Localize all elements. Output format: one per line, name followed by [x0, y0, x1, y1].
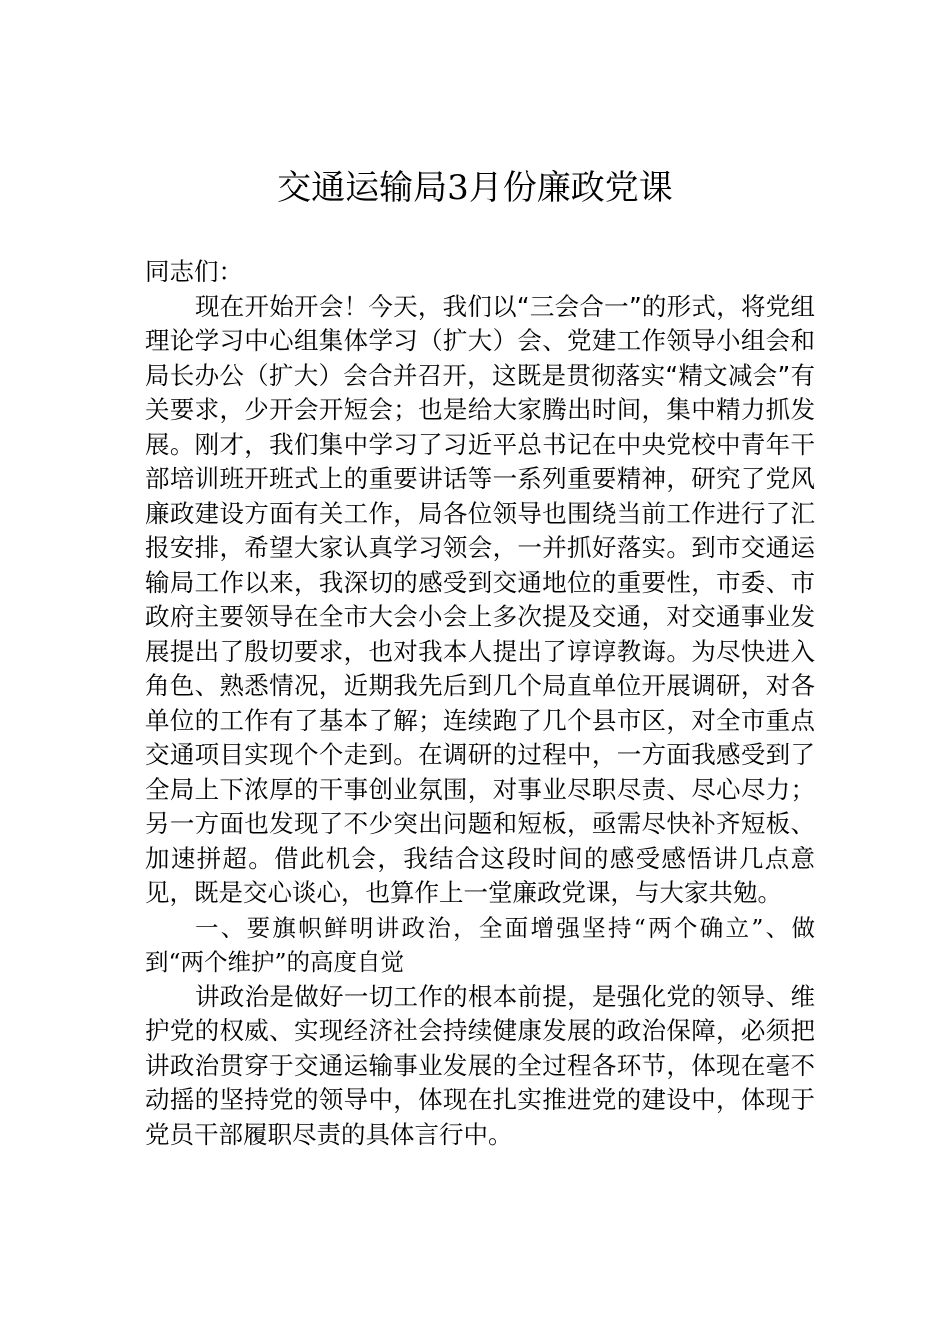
document-body	[145, 255, 815, 1152]
section-heading: 一、要旗帜鲜明讲政治，全面增强坚持“两个确立”、做到“两个维护”的高度自觉	[145, 913, 815, 976]
section-paragraph: 讲政治是做好一切工作的根本前提，是强化党的领导、维护党的权威、实现经济社会持续健康发展的政治保障，必须把讲政治贯穿于交通运输事业发展的全过程各环节，体现在毫不动摇的坚持党的领导中，体现在扎实推进党的建设中，体现于党员干部履职尽责的具体言行中。	[145, 981, 815, 1149]
salutation: 同志们：	[145, 257, 243, 286]
opening-paragraph: 现在开始开会！今天，我们以“三会合一”的形式，将党组理论学习中心组集体学习（扩大）会、党建工作领导小组会和局长办公（扩大）会合并召开，这既是贯彻落实“精文减会”有关要求，少开会开短会；也是给大家腾出时间，集中精力抓发展。刚才，我们集中学习了习近平总书记在中央党校中青年干部培训班开班式上的重要讲话等一系列重要精神，研究了党风廉政建设方面有关工作，局各位领导也围绕当前工作进行了汇报安排，希望大家认真学习领会，一并抓好落实。到市交通运输局工作以来，我深切的感受到交通地位的重要性，市委、市政府主要领导在全市大会小会上多次提及交通，对交通事业发展提出了殷切要求，也对我本人提出了谆谆教诲。为尽快进入角色、熟悉情况，近期我先后到几个局直单位开展调研，对各单位的工作有了基本了解；连续跑了几个县市区，对全市重点交通项目实现个个走到。在调研的过程中，一方面我感受到了全局上下浓厚的干事创业氛围，对事业尽职尽责、尽心尽力；另一方面也发现了不少突出问题和短板，亟需尽快补齐短板、加速拼超。借此机会，我结合这段时间的感受感悟讲几点意见，既是交心谈心，也算作上一堂廉政党课，与大家共勉。	[145, 291, 815, 907]
document-title: 交通运输局3月份廉政党课	[277, 168, 673, 208]
